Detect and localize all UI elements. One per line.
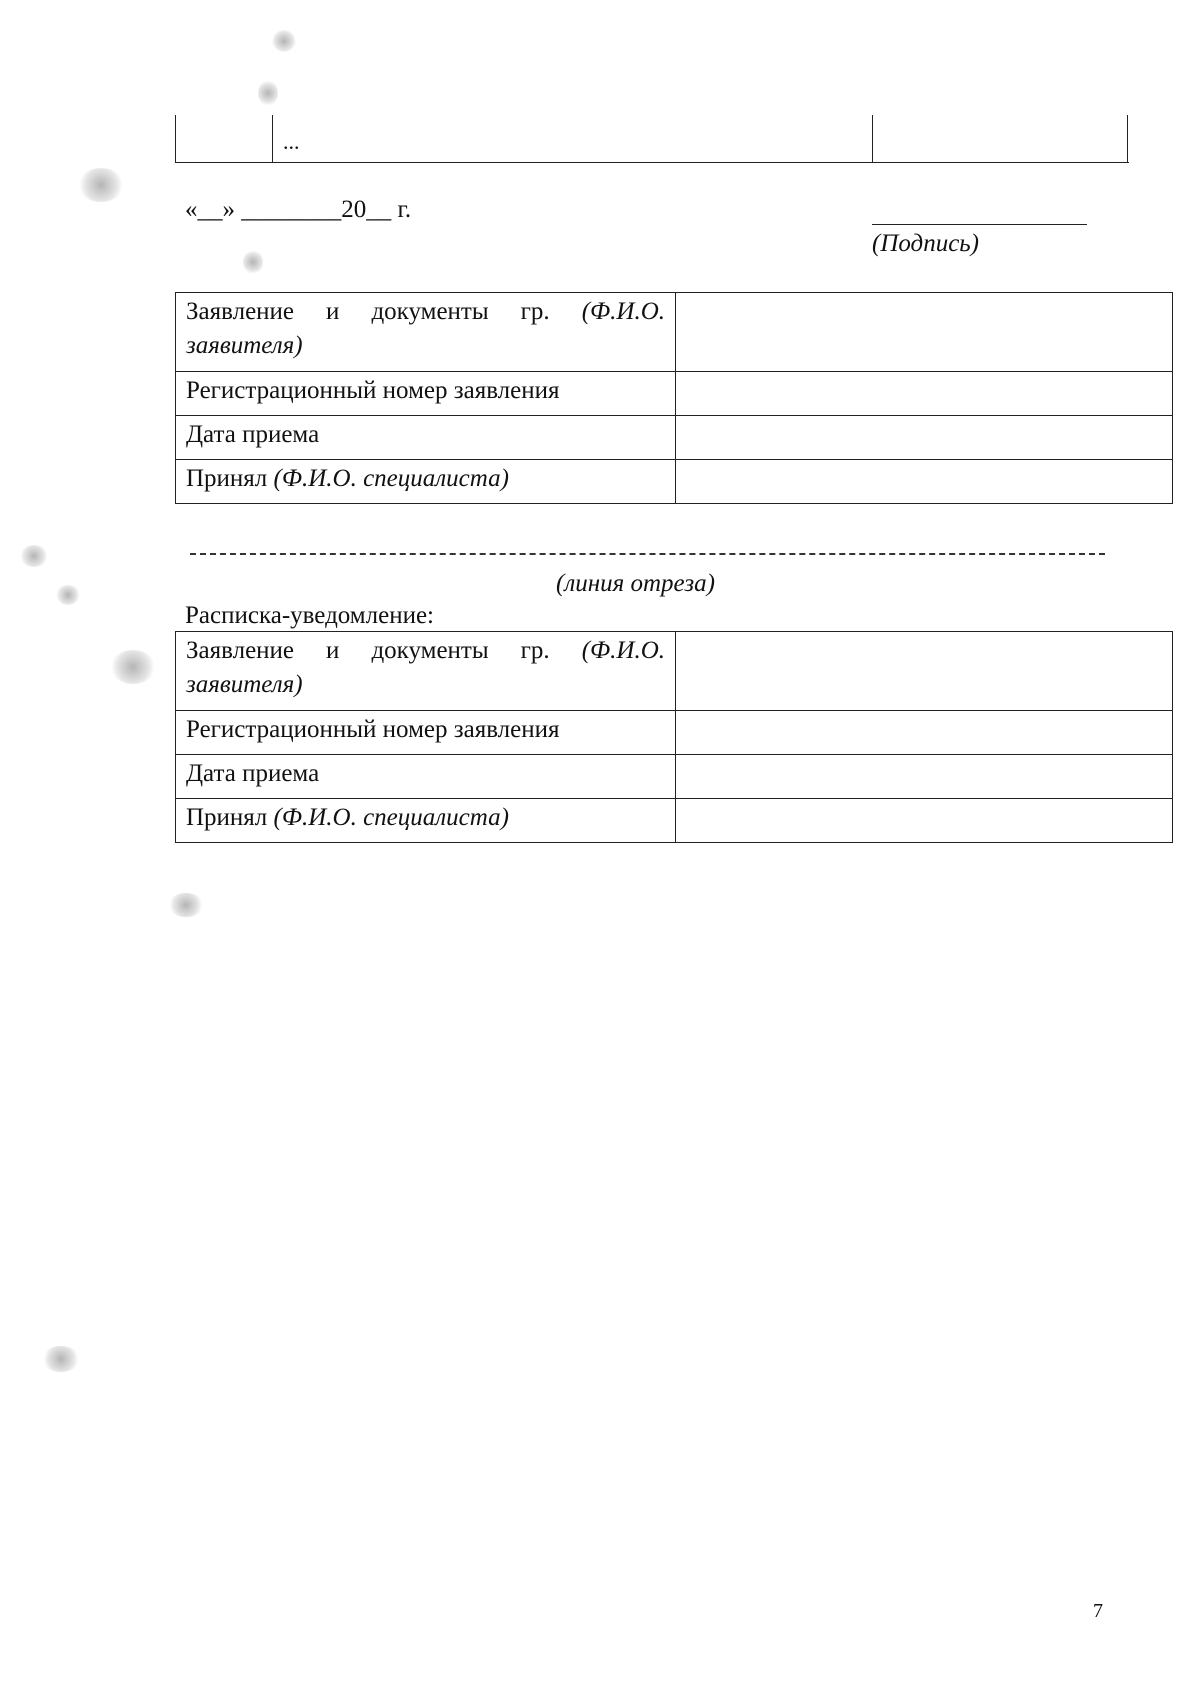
scan-smudge [243,250,263,274]
table-border [175,162,1129,163]
table-row [176,632,1173,711]
signature-caption: (Подпись) [872,230,979,257]
table-cell-ellipsis: ... [283,129,300,154]
label-text-italic: (Ф.И.О. специалиста) [273,804,509,831]
table-row [176,460,1173,504]
date-field: «__» ________20__ г. [185,196,412,223]
receipt-notice-table [175,631,1173,843]
table-row [176,372,1173,416]
accepted-by-value[interactable] [676,799,1173,843]
label-text: Принял [186,804,268,831]
table-border [1127,115,1128,163]
label-text-italic: (Ф.И.О. специалиста) [273,465,509,492]
scan-smudge [272,30,296,52]
label-line-italic: заявителя) [186,332,303,359]
scan-smudge [78,168,124,202]
accepted-by-label [176,460,676,504]
registration-number-label: Регистрационный номер заявления [176,372,676,416]
label-word: и [326,298,340,325]
page-number: 7 [1093,1600,1103,1622]
table-row [176,293,1173,372]
reception-date-label: Дата приема [176,416,676,460]
label-word-italic: (Ф.И.О. [581,637,665,664]
table-row [176,755,1173,799]
application-receipt-table [175,292,1173,504]
applicant-label-cell [176,293,676,372]
previous-table-fragment [175,115,1129,163]
cut-line-caption: (линия отреза) [556,570,715,597]
receipt-title: Расписка-уведомление: [185,602,434,629]
registration-number-value[interactable] [676,372,1173,416]
signature-line [872,224,1087,225]
scan-smudge [110,650,156,684]
label-line-italic: заявителя) [186,671,303,698]
registration-number-label: Регистрационный номер заявления [176,711,676,755]
label-word: документы [371,637,489,664]
applicant-value-cell[interactable] [676,632,1173,711]
scan-smudge [20,545,48,567]
accepted-by-value[interactable] [676,460,1173,504]
label-word: документы [371,298,489,325]
label-word: гр. [520,637,550,664]
applicant-label-cell [176,632,676,711]
label-word-italic: (Ф.И.О. [581,298,665,325]
reception-date-value[interactable] [676,416,1173,460]
table-row [176,711,1173,755]
reception-date-value[interactable] [676,755,1173,799]
table-border [272,115,273,163]
table-border [872,115,873,163]
cut-line [190,553,1105,555]
label-word: Заявление [186,637,295,664]
label-word: и [326,637,340,664]
scan-smudge [42,1346,80,1372]
label-text: Принял [186,465,268,492]
accepted-by-label [176,799,676,843]
scan-smudge [168,893,204,917]
table-row [176,416,1173,460]
reception-date-label: Дата приема [176,755,676,799]
scan-smudge [56,585,80,605]
table-border [175,115,176,163]
table-row [176,799,1173,843]
registration-number-value[interactable] [676,711,1173,755]
label-word: Заявление [186,298,295,325]
label-word: гр. [520,298,550,325]
applicant-value-cell[interactable] [676,293,1173,372]
scan-smudge [258,80,278,106]
